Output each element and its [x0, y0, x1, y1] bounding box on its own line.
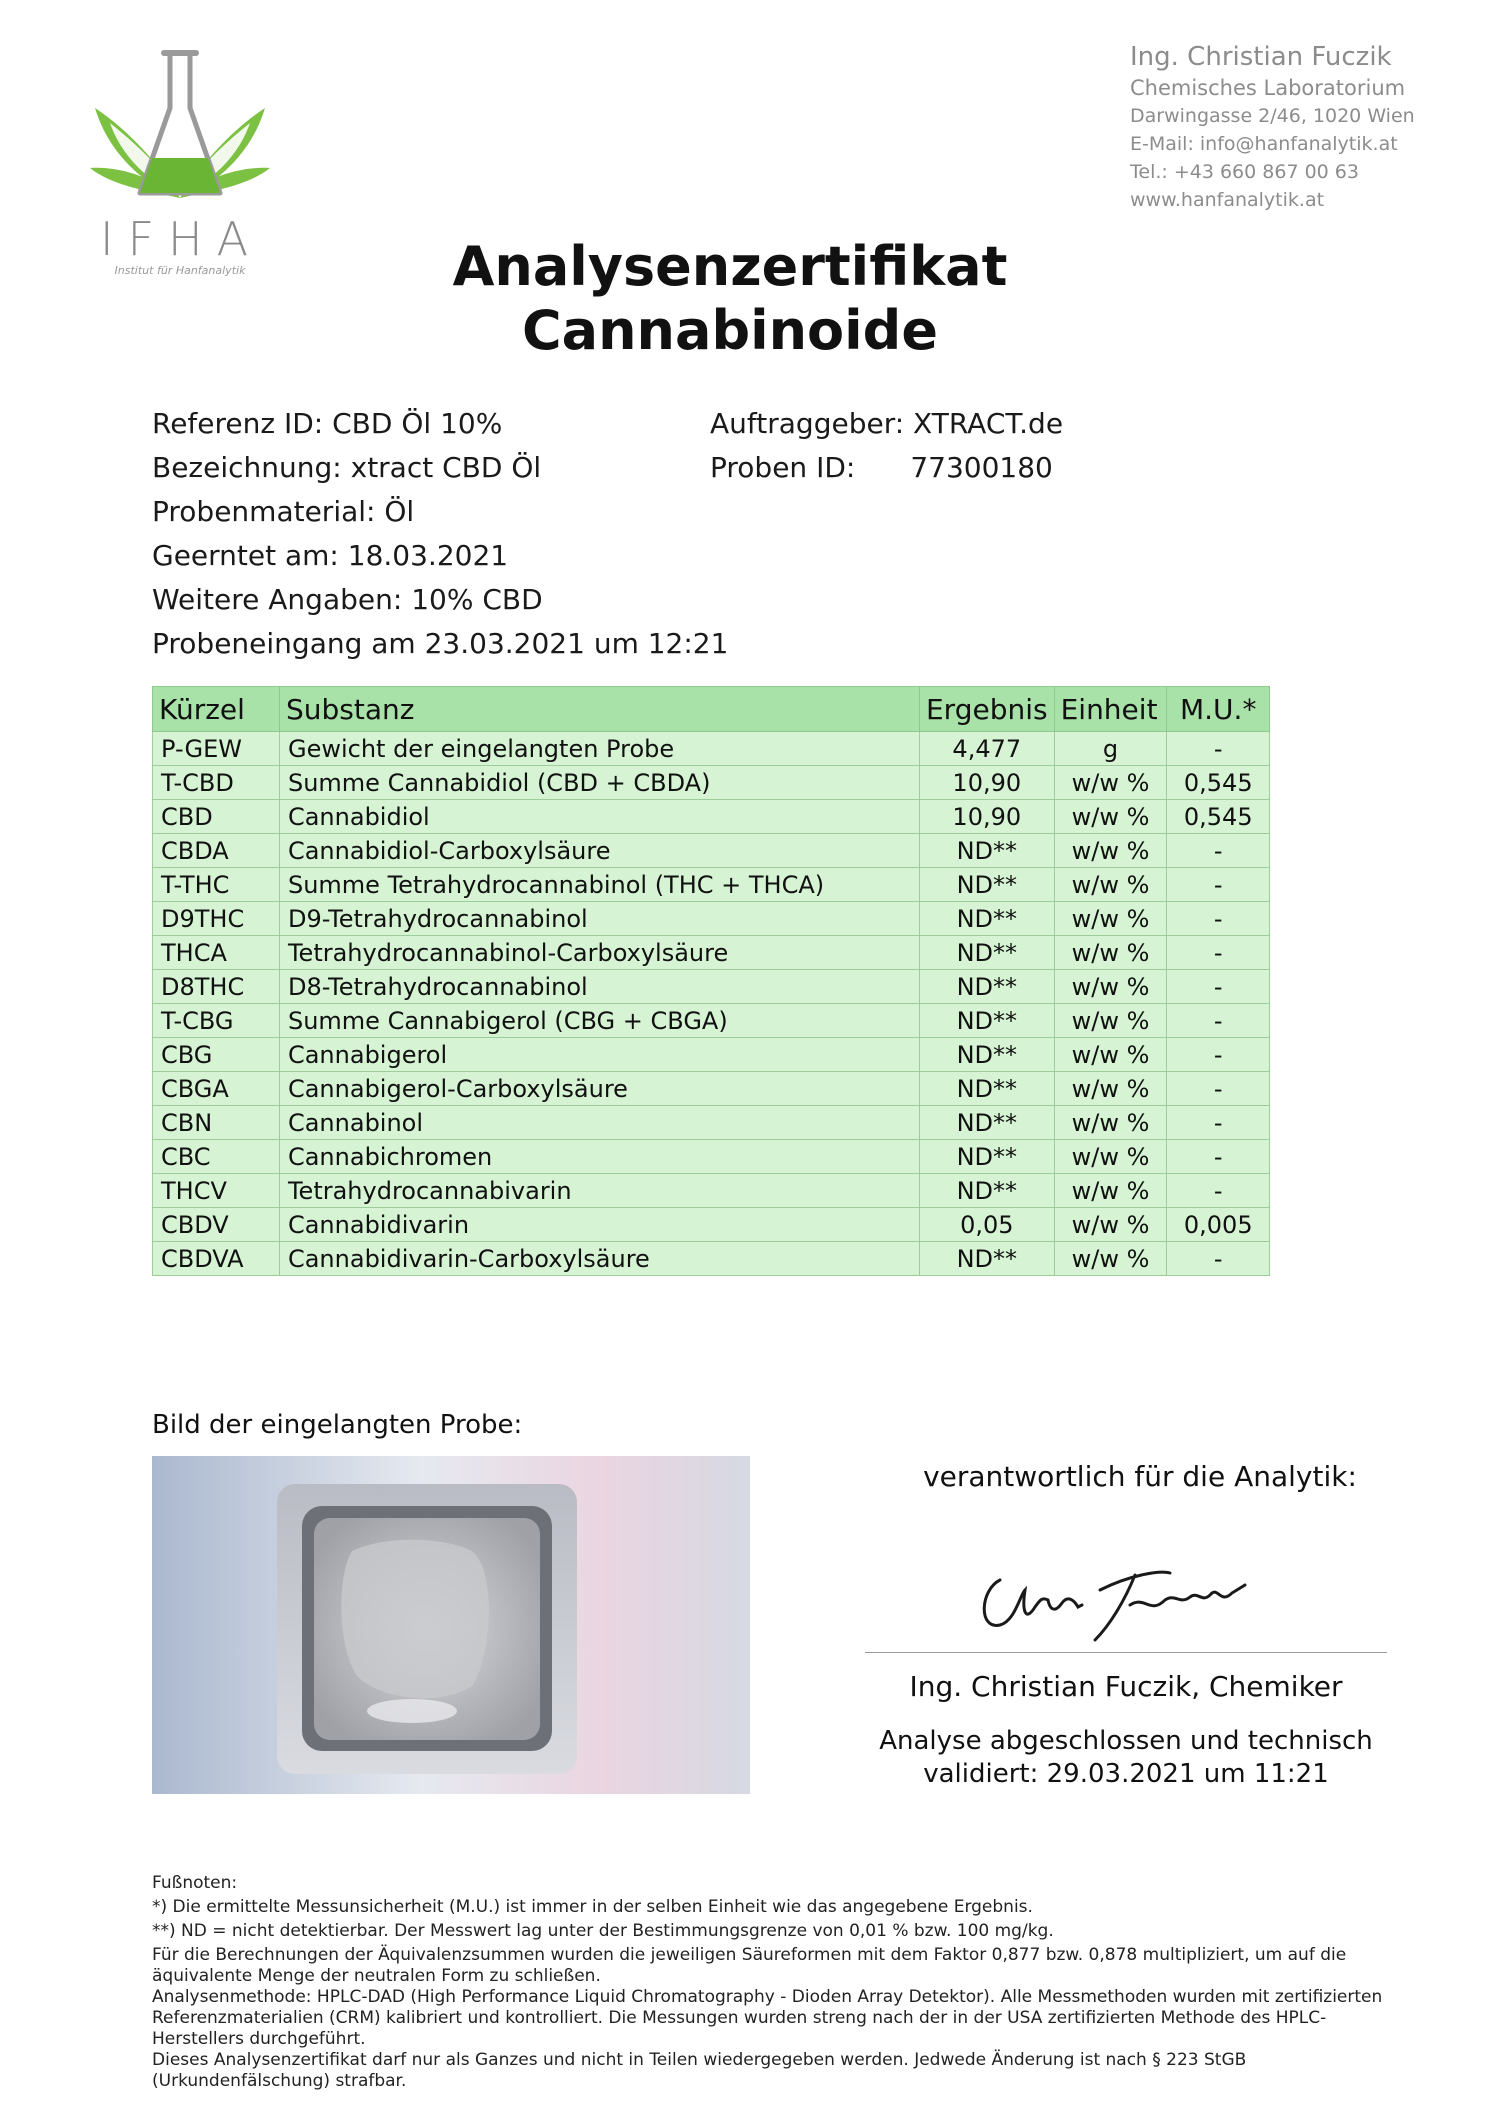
table-row: [153, 1208, 1270, 1242]
cell-kuerzel: CBG: [153, 1038, 280, 1072]
table-row: [153, 936, 1270, 970]
proben-id-label: Proben ID:: [710, 451, 856, 484]
results-table: [152, 686, 1270, 1276]
lab-type: Chemisches Laboratorium: [1130, 76, 1406, 100]
cell-mu: -: [1167, 1106, 1270, 1140]
cell-ergebnis: ND**: [919, 1140, 1054, 1174]
cell-kuerzel: CBGA: [153, 1072, 280, 1106]
header-substanz: Substanz: [279, 687, 919, 732]
validation-line-1: Analyse abgeschlossen und technisch: [879, 1726, 1373, 1756]
cell-kuerzel: THCA: [153, 936, 280, 970]
table-row: [153, 1072, 1270, 1106]
table-row: [153, 834, 1270, 868]
chemist-name: Ing. Christian Fuczik, Chemiker: [909, 1670, 1343, 1703]
cell-einheit: w/w %: [1054, 970, 1167, 1004]
weitere-angaben: Weitere Angaben: 10% CBD: [152, 583, 543, 616]
lab-website: www.hanfanalytik.at: [1130, 189, 1325, 211]
cell-einheit: w/w %: [1054, 1140, 1167, 1174]
lab-email: E-Mail: info@hanfanalytik.at: [1130, 133, 1398, 155]
header-kuerzel: Kürzel: [153, 687, 280, 732]
cell-ergebnis: ND**: [919, 1174, 1054, 1208]
header-mu: M.U.*: [1167, 687, 1270, 732]
sample-image-label: Bild der eingelangten Probe:: [152, 1410, 523, 1440]
cell-kuerzel: CBDV: [153, 1208, 280, 1242]
cell-substanz: Cannabidivarin: [279, 1208, 919, 1242]
cell-kuerzel: CBDA: [153, 834, 280, 868]
title-line-2: Cannabinoide: [522, 299, 938, 362]
lab-phone: Tel.: +43 660 867 00 63: [1130, 161, 1359, 183]
validation-line-2: validiert: 29.03.2021 um 11:21: [923, 1759, 1329, 1789]
cell-einheit: w/w %: [1054, 902, 1167, 936]
cell-kuerzel: CBD: [153, 800, 280, 834]
cell-ergebnis: ND**: [919, 1242, 1054, 1276]
cell-substanz: Cannabigerol: [279, 1038, 919, 1072]
table-row: [153, 868, 1270, 902]
cell-ergebnis: ND**: [919, 936, 1054, 970]
cell-ergebnis: ND**: [919, 902, 1054, 936]
cell-substanz: Gewicht der eingelangten Probe: [279, 732, 919, 766]
cell-substanz: D9-Tetrahydrocannabinol: [279, 902, 919, 936]
cell-einheit: w/w %: [1054, 1208, 1167, 1242]
cell-ergebnis: 4,477: [919, 732, 1054, 766]
cell-einheit: w/w %: [1054, 834, 1167, 868]
footnote-methode: Analysenmethode: HPLC-DAD (High Performance Liquid Chromatography - Dioden Array Detektor). Alle Messmethoden wurden mit zertifizierten Referenzmaterialien (CRM) kalibriert und kontrolliert. Die Messungen wurden streng nach der in der USA zertifizierten Methode des HPLC-Herstellers durchgeführt.: [152, 1987, 1383, 2049]
signature-line: [865, 1652, 1387, 1653]
cell-einheit: g: [1054, 732, 1167, 766]
cell-mu: -: [1167, 902, 1270, 936]
responsible-label: verantwortlich für die Analytik:: [923, 1460, 1357, 1493]
cell-mu: -: [1167, 1140, 1270, 1174]
cell-mu: -: [1167, 936, 1270, 970]
cell-kuerzel: D8THC: [153, 970, 280, 1004]
cell-kuerzel: CBDVA: [153, 1242, 280, 1276]
page-title: [380, 235, 1080, 363]
cell-ergebnis: ND**: [919, 970, 1054, 1004]
ifha-logo: [90, 48, 270, 218]
cell-mu: 0,545: [1167, 800, 1270, 834]
cell-kuerzel: T-CBD: [153, 766, 280, 800]
cell-mu: -: [1167, 1038, 1270, 1072]
cell-ergebnis: ND**: [919, 834, 1054, 868]
table-row: [153, 800, 1270, 834]
title-line-1: Analysenzertifikat: [452, 235, 1008, 298]
table-row: [153, 1140, 1270, 1174]
table-row: [153, 732, 1270, 766]
cell-ergebnis: ND**: [919, 1072, 1054, 1106]
cell-ergebnis: ND**: [919, 1004, 1054, 1038]
lab-name: Ing. Christian Fuczik: [1130, 42, 1392, 72]
cell-kuerzel: D9THC: [153, 902, 280, 936]
cell-kuerzel: T-THC: [153, 868, 280, 902]
table-row: [153, 1004, 1270, 1038]
lab-contact: [1130, 40, 1415, 214]
cell-mu: -: [1167, 732, 1270, 766]
table-row: [153, 1038, 1270, 1072]
cell-substanz: D8-Tetrahydrocannabinol: [279, 970, 919, 1004]
signature: [970, 1545, 1260, 1645]
footnote-aequivalenz: Für die Berechnungen der Äquivalenzsummen wurden die jeweiligen Säureformen mit dem Faktor 0,877 bzw. 0,878 multipliziert, um auf die äquivalente Menge der neutralen Form zu schließen.: [152, 1945, 1347, 1986]
auftraggeber: Auftraggeber: XTRACT.de: [710, 407, 1064, 440]
cell-substanz: Cannabinol: [279, 1106, 919, 1140]
cell-einheit: w/w %: [1054, 1242, 1167, 1276]
logo-subtitle: Institut für Hanfanalytik: [114, 264, 246, 277]
validation-note: [865, 1725, 1387, 1791]
results-body: [153, 732, 1270, 1276]
cell-einheit: w/w %: [1054, 936, 1167, 970]
bezeichnung: Bezeichnung: xtract CBD Öl: [152, 451, 542, 484]
footnote-nd: **) ND = nicht detektierbar. Der Messwert lag unter der Bestimmungsgrenze von 0,01 % bzw. 100 mg/kg.: [152, 1921, 1054, 1941]
lab-address: Darwingasse 2/46, 1020 Wien: [1130, 105, 1415, 127]
cell-ergebnis: ND**: [919, 1106, 1054, 1140]
proben-id: [710, 446, 1063, 490]
proben-id-value: 77300180: [910, 451, 1053, 484]
cell-substanz: Tetrahydrocannabinol-Carboxylsäure: [279, 936, 919, 970]
cell-mu: -: [1167, 1072, 1270, 1106]
header-einheit: Einheit: [1054, 687, 1167, 732]
table-row: [153, 1106, 1270, 1140]
cell-mu: -: [1167, 970, 1270, 1004]
geerntet: Geerntet am: 18.03.2021: [152, 539, 509, 572]
cell-kuerzel: CBC: [153, 1140, 280, 1174]
cell-mu: -: [1167, 868, 1270, 902]
probenmaterial: Probenmaterial: Öl: [152, 495, 415, 528]
cell-mu: -: [1167, 1174, 1270, 1208]
cell-kuerzel: THCV: [153, 1174, 280, 1208]
cell-einheit: w/w %: [1054, 1038, 1167, 1072]
cell-ergebnis: 10,90: [919, 766, 1054, 800]
footnote-rechtlich: Dieses Analysenzertifikat darf nur als Ganzes und nicht in Teilen wiedergegeben werden. Jedwede Änderung ist nach § 223 StGB (Urkundenfälschung) strafbar.: [152, 2050, 1247, 2091]
cell-substanz: Cannabichromen: [279, 1140, 919, 1174]
cell-substanz: Cannabidiol-Carboxylsäure: [279, 834, 919, 868]
logo-wordmark: IFHA: [100, 212, 263, 266]
table-row: [153, 902, 1270, 936]
cell-ergebnis: 10,90: [919, 800, 1054, 834]
probeneingang: Probeneingang am 23.03.2021 um 12:21: [152, 627, 729, 660]
cell-ergebnis: ND**: [919, 868, 1054, 902]
sample-info: [152, 402, 728, 666]
cell-substanz: Summe Cannabidiol (CBD + CBDA): [279, 766, 919, 800]
table-row: [153, 1174, 1270, 1208]
cell-substanz: Cannabidiol: [279, 800, 919, 834]
cell-substanz: Cannabidivarin-Carboxylsäure: [279, 1242, 919, 1276]
cell-mu: -: [1167, 1004, 1270, 1038]
cell-ergebnis: ND**: [919, 1038, 1054, 1072]
cell-einheit: w/w %: [1054, 1174, 1167, 1208]
sample-photo: [152, 1456, 750, 1794]
cell-mu: 0,005: [1167, 1208, 1270, 1242]
footnote-mu: *) Die ermittelte Messunsicherheit (M.U.) ist immer in der selben Einheit wie das angegebene Ergebnis.: [152, 1897, 1033, 1917]
cell-mu: 0,545: [1167, 766, 1270, 800]
cell-substanz: Summe Tetrahydrocannabinol (THC + THCA): [279, 868, 919, 902]
cell-einheit: w/w %: [1054, 1072, 1167, 1106]
cell-kuerzel: P-GEW: [153, 732, 280, 766]
cell-kuerzel: CBN: [153, 1106, 280, 1140]
cell-einheit: w/w %: [1054, 868, 1167, 902]
cell-mu: -: [1167, 1242, 1270, 1276]
table-row: [153, 766, 1270, 800]
footnotes: [152, 1873, 1412, 2092]
cell-mu: -: [1167, 834, 1270, 868]
footnotes-heading: Fußnoten:: [152, 1873, 238, 1893]
cell-substanz: Summe Cannabigerol (CBG + CBGA): [279, 1004, 919, 1038]
cell-ergebnis: 0,05: [919, 1208, 1054, 1242]
cell-einheit: w/w %: [1054, 1106, 1167, 1140]
cell-einheit: w/w %: [1054, 766, 1167, 800]
table-header-row: [153, 687, 1270, 732]
cell-einheit: w/w %: [1054, 800, 1167, 834]
referenz-id: Referenz ID: CBD Öl 10%: [152, 407, 503, 440]
cell-kuerzel: T-CBG: [153, 1004, 280, 1038]
table-row: [153, 1242, 1270, 1276]
header-ergebnis: Ergebnis: [919, 687, 1054, 732]
cell-einheit: w/w %: [1054, 1004, 1167, 1038]
cell-substanz: Tetrahydrocannabivarin: [279, 1174, 919, 1208]
table-row: [153, 970, 1270, 1004]
cell-substanz: Cannabigerol-Carboxylsäure: [279, 1072, 919, 1106]
client-info: [710, 402, 1063, 490]
